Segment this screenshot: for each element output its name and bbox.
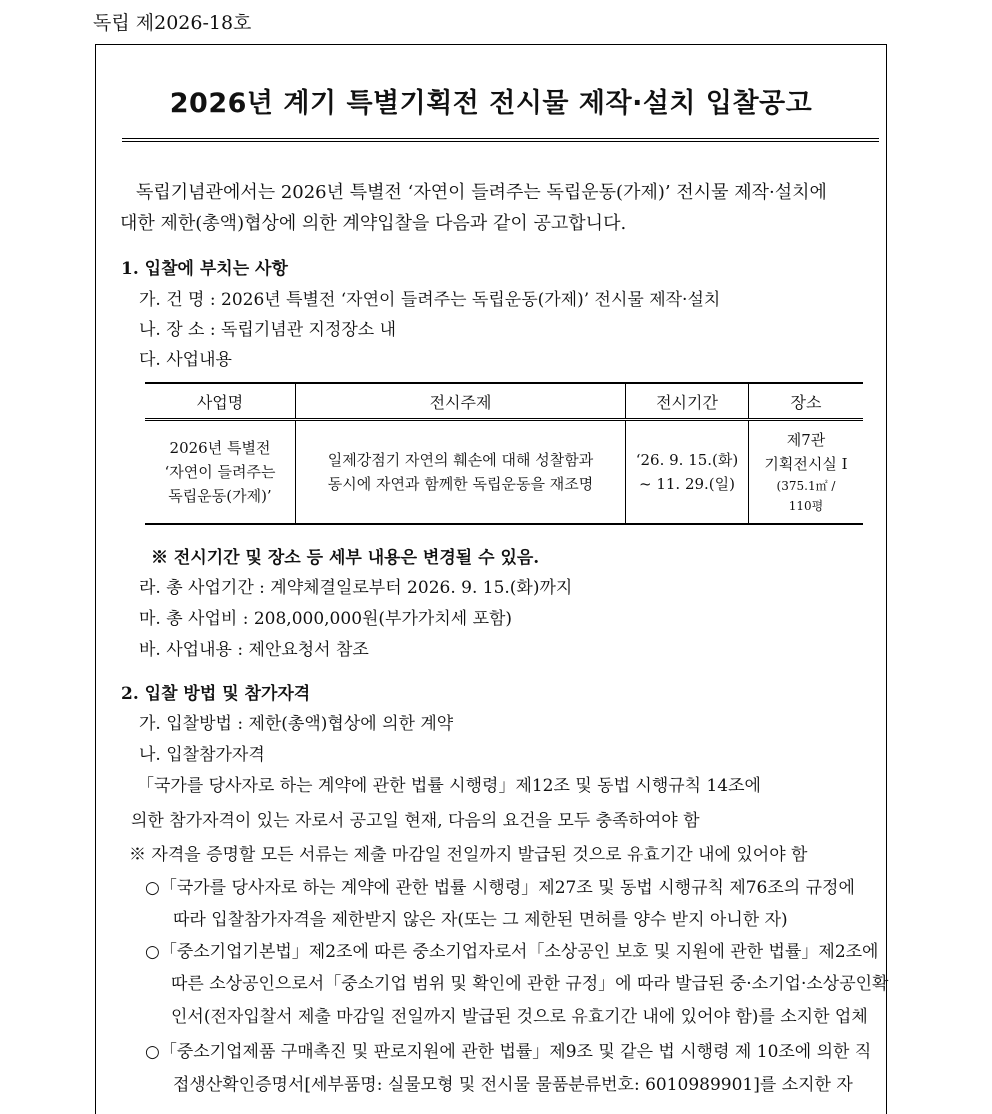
cell-text: ~ 11. 29.(일) [638,475,735,493]
business-table [145,382,863,525]
condition-item: ○「중소기업제품 구매촉진 및 판로지원에 관한 법률」제9조 및 같은 법 시행령 제 10조에 의한 직 [145,1042,872,1062]
cell-text: ‘자연이 들려주는 [164,463,276,481]
item-title: 가. 건 명 : 2026년 특별전 ‘자연이 들려주는 독립운동(가제)’ 전시물 제작·설치 [139,290,721,310]
cell-text: 110평 [788,499,824,513]
intro-line: 독립기념관에서는 2026년 특별전 ‘자연이 들려주는 독립운동(가제)’ 전시물 제작·설치에 [136,182,827,203]
table-header: 장소 [749,383,864,420]
condition-item: 인서(전자입찰서 제출 마감일 전일까지 발급된 것으로 유효기간 내에 있어야 함)를 소지한 업체 [171,1007,868,1027]
document-number: 독립 제2026-18호 [93,12,252,34]
law-text: 의한 참가자격이 있는 자로서 공고일 현재, 다음의 요건을 모두 충족하여야 함 [131,811,700,831]
cell-text: 제7관 [786,431,826,449]
cell-period [626,420,749,525]
title-divider [122,141,879,142]
cell-theme [296,420,626,525]
condition-item: 따라 입찰참가자격을 제한받지 않은 자(또는 그 제한된 면허를 양수 받지 아니한 자) [173,910,788,930]
title-divider [122,138,879,139]
table-header-row [145,383,863,420]
condition-item: ○「중소기업기본법」제2조에 따른 중소기업자로서「소상공인 보호 및 지원에 관한 법률」제2조에 [145,942,879,962]
item-bid-method: 가. 입찰방법 : 제한(총액)협상에 의한 계약 [139,714,454,734]
item-eligibility: 나. 입찰참가자격 [139,745,265,765]
table-header: 전시기간 [626,383,749,420]
change-note: ※ 전시기간 및 장소 등 세부 내용은 변경될 수 있음. [151,548,540,568]
table-header: 사업명 [145,383,296,420]
law-text: 「국가를 당사자로 하는 계약에 관한 법률 시행령」제12조 및 동법 시행규칙 14조에 [137,776,761,796]
condition-item: 접생산확인증명서[세부품명: 실물모형 및 전시물 물품분류번호: 6010989901]를 소지한 자 [173,1075,853,1095]
item-detail: 바. 사업내용 : 제안요청서 참조 [139,640,369,660]
cell-text: 동시에 자연과 함께한 독립운동을 재조명 [327,475,594,493]
table-row [145,420,863,525]
cell-text: 독립운동(가제)’ [168,487,272,505]
cell-text: 2026년 특별전 [169,439,271,457]
cell-text: 기획전시실 I [764,455,848,473]
cell-text: (375.1㎡ / [776,479,836,493]
section-heading: 2. 입찰 방법 및 참가자격 [121,684,311,704]
page-title: 2026년 계기 특별기획전 전시물 제작·설치 입찰공고 [169,88,813,119]
notice-frame [95,44,887,1114]
item-content: 다. 사업내용 [139,350,232,370]
item-budget: 마. 총 사업비 : 208,000,000원(부가가치세 포함) [139,609,513,629]
cell-text: ‘26. 9. 15.(화) [635,451,739,469]
cell-place [749,420,864,525]
item-location: 나. 장 소 : 독립기념관 지정장소 내 [139,320,397,340]
item-period: 라. 총 사업기간 : 계약체결일로부터 2026. 9. 15.(화)까지 [139,578,573,598]
table-header: 전시주제 [296,383,626,420]
intro-line: 대한 제한(총액)협상에 의한 계약입찰을 다음과 같이 공고합니다. [120,213,627,234]
cell-business-name [145,420,296,525]
condition-item: ○「국가를 당사자로 하는 계약에 관한 법률 시행령」제27조 및 동법 시행규칙 제76조의 규정에 [145,878,855,898]
condition-item: 따른 소상공인으로서「중소기업 범위 및 확인에 관한 규정」에 따라 발급된 중·소기업·소상공인확 [171,974,889,994]
document-note: ※ 자격을 증명할 모든 서류는 제출 마감일 전일까지 발급된 것으로 유효기간 내에 있어야 함 [129,845,808,865]
section-heading: 1. 입찰에 부치는 사항 [121,259,288,279]
cell-text: 일제강점기 자연의 훼손에 대해 성찰함과 [327,451,594,469]
